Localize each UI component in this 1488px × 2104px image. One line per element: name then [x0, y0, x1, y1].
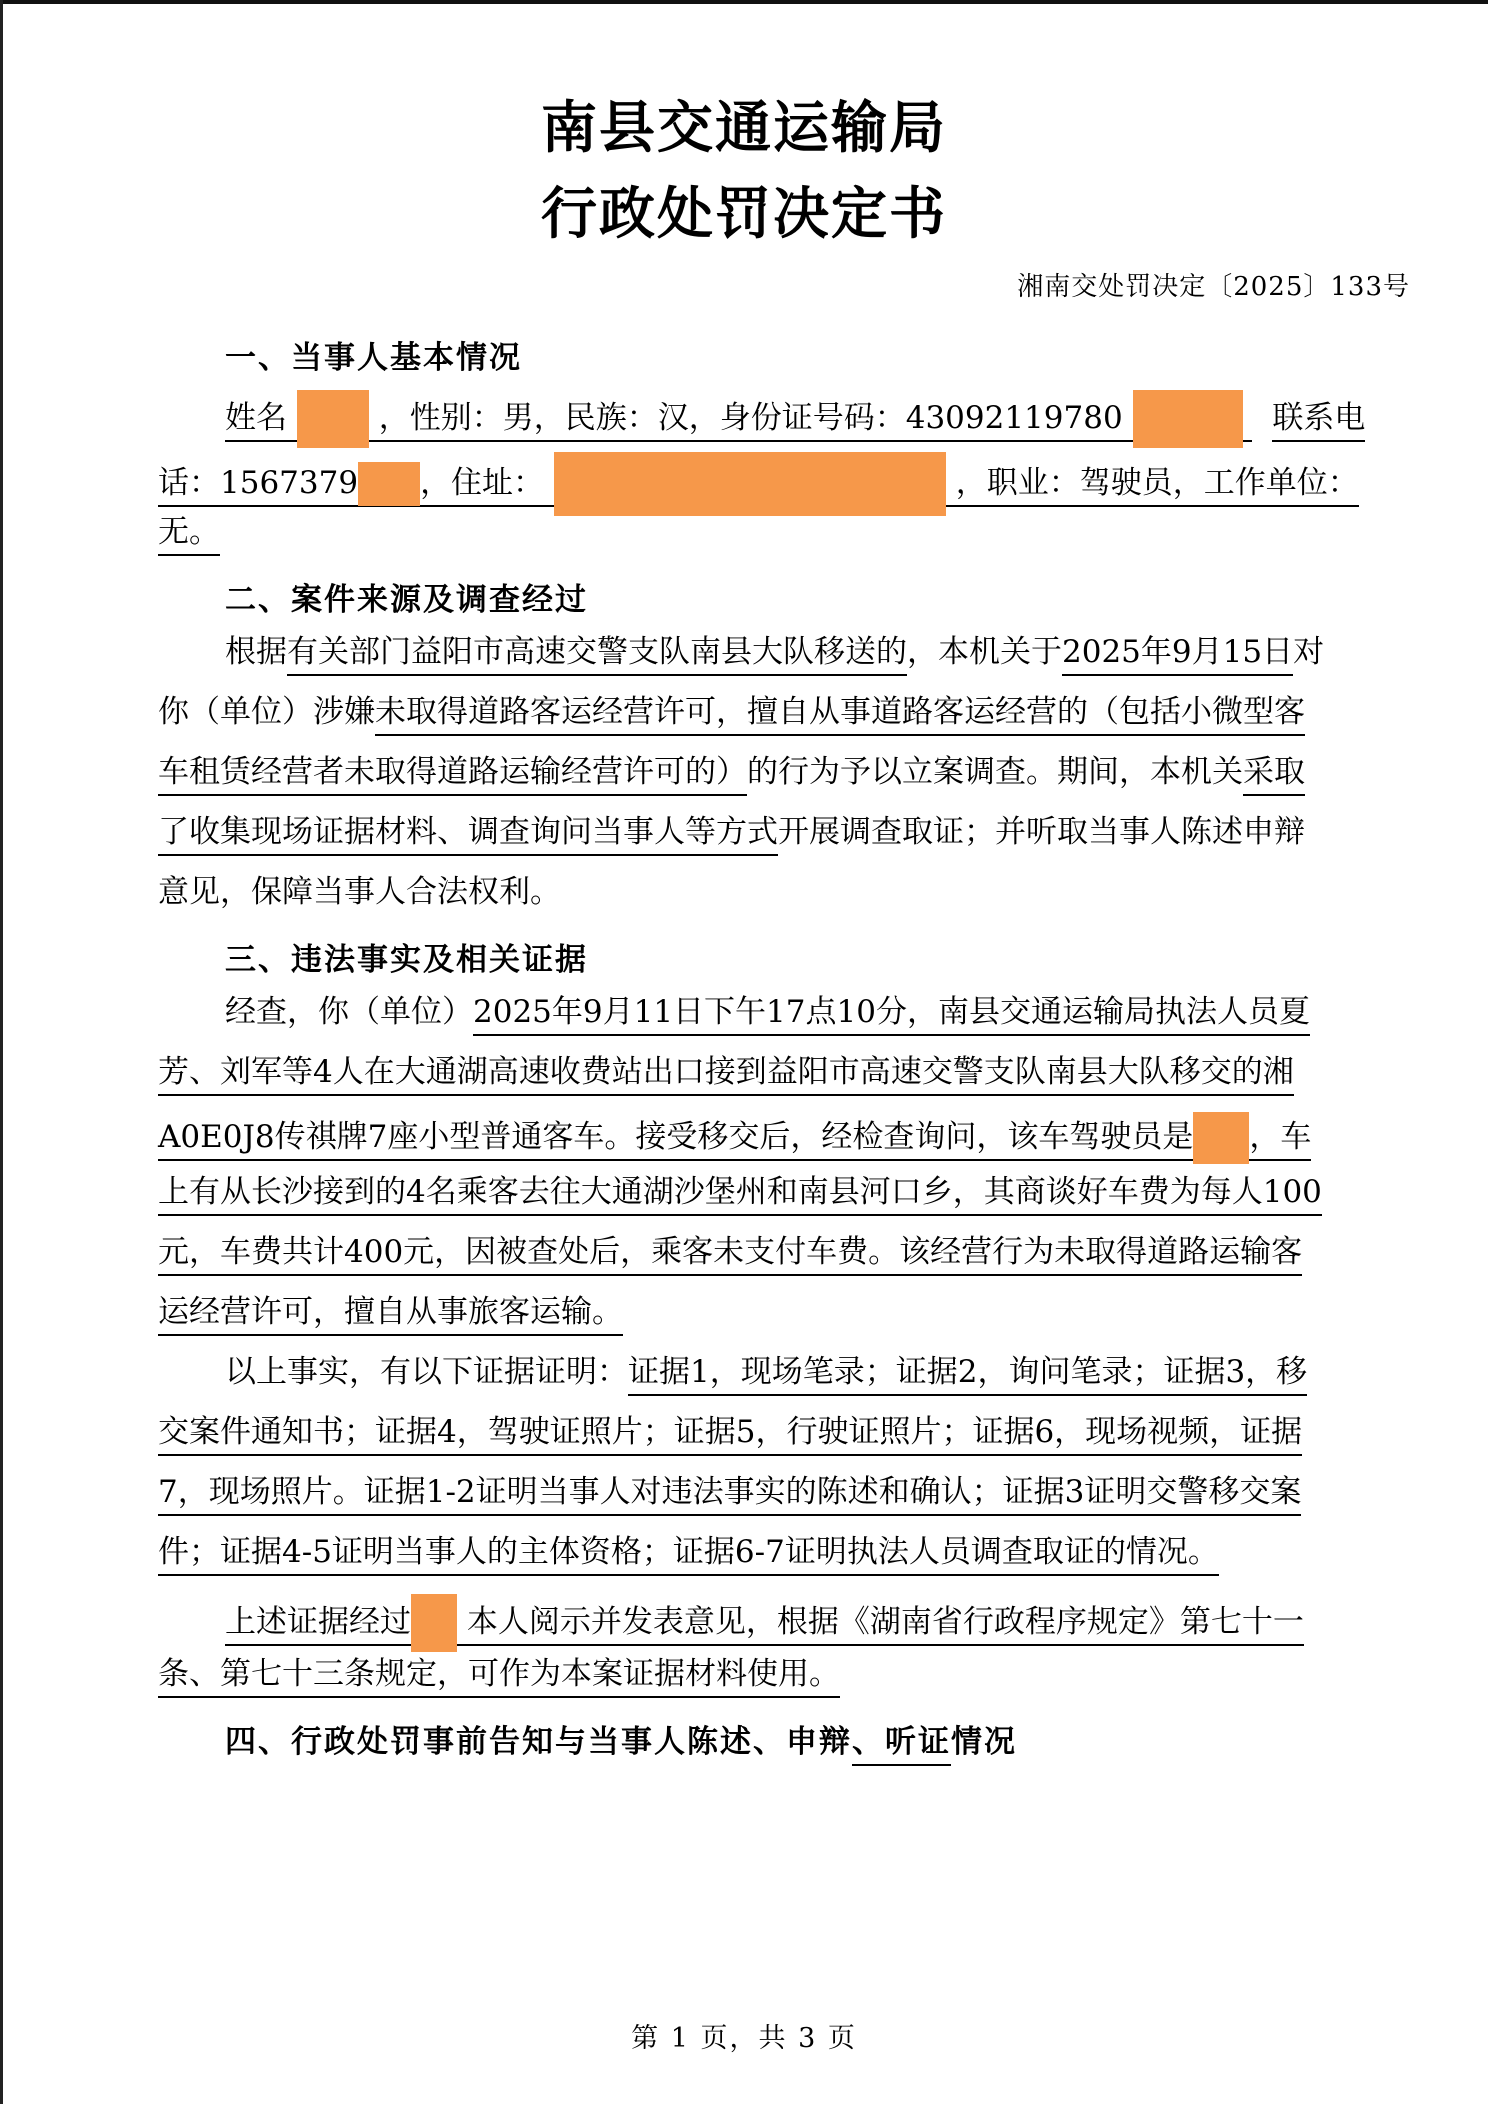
- section2-line5: [158, 872, 561, 912]
- s1-redact-gap2: [1123, 400, 1253, 442]
- s4-heading-a: 四、行政处罚事前告知与当事人陈述、申辩: [225, 1724, 852, 1760]
- section2-heading: 二、案件来源及调查经过: [225, 582, 588, 618]
- section3-line4: [158, 1172, 1322, 1212]
- redacted-driver-name: [1193, 1112, 1249, 1164]
- s3-e1a: 以上事实，有以下证据证明：: [225, 1354, 628, 1390]
- s3-l2: 芳、刘军等4人在大通湖高速收费站出口接到益阳市高速交警支队南县大队移交的湘: [158, 1054, 1294, 1096]
- s2-l2a: 你（单位）涉嫌: [158, 694, 375, 730]
- title-agency: 南县交通运输局: [541, 96, 947, 161]
- s2-l3b: 的行为予以立案调查。期间，本机关: [747, 754, 1243, 790]
- s1-gender-id: ，性别：男，民族：汉，身份证号码：43092119780: [379, 400, 1123, 442]
- s3-l5: 元，车费共计400元，因被查处后，乘客未支付车费。该经营行为未取得道路运输客: [158, 1234, 1302, 1276]
- section3-evidence-line1: [225, 1352, 1307, 1392]
- s1-redact-gap3: [358, 465, 420, 507]
- section3-review-line2: [158, 1654, 840, 1694]
- redacted-reviewer-name: [411, 1594, 457, 1652]
- section3-review-line1: [225, 1594, 1304, 1640]
- section3-evidence-line4: [158, 1532, 1219, 1572]
- section3-evidence-line3: [158, 1472, 1301, 1512]
- page-footer: 第 1 页，共 3 页: [631, 2023, 857, 2054]
- s3-redact-gap2: [411, 1604, 467, 1646]
- s3-p2: 条、第七十三条规定，可作为本案证据材料使用。: [158, 1656, 840, 1698]
- s1-name-label: 姓名: [225, 400, 287, 442]
- s1-redact-gap: [287, 400, 379, 442]
- s2-l1a: 根据: [225, 634, 287, 670]
- section1-line2: [158, 452, 1359, 501]
- section3-line1: [225, 992, 1310, 1032]
- s2-l1c: ，本机关于: [907, 634, 1062, 670]
- s1-phone: 话：1567379: [158, 465, 358, 507]
- document-number: 湘南交处罚决定〔2025〕133号: [1017, 272, 1410, 302]
- s2-date: 2025年9月15日: [1062, 634, 1293, 676]
- s3-p1a: 上述证据经过: [225, 1604, 411, 1646]
- s1-address-label: ，住址：: [420, 465, 544, 507]
- redacted-address: [554, 452, 946, 516]
- section3-line3: [158, 1112, 1312, 1155]
- s2-violation: 未取得道路客运经营许可，擅自从事道路客运经营的（包括小微型客: [375, 694, 1305, 736]
- s1-phone-label: 联系电: [1272, 400, 1365, 442]
- s2-l5: 意见，保障当事人合法权利。: [158, 874, 561, 910]
- s2-l4b: 开展调查取证；并听取当事人陈述申辩: [778, 814, 1305, 850]
- section2-line3: [158, 752, 1305, 792]
- section1-line1: [225, 390, 1366, 436]
- page-left-border: [0, 0, 3, 2104]
- section2-line1: [225, 632, 1324, 672]
- redacted-name: [297, 390, 369, 448]
- page-top-border: [0, 0, 1488, 4]
- s3-p1b: 本人阅示并发表意见，根据《湖南省行政程序规定》第七十一: [467, 1604, 1304, 1646]
- s3-e2: 交案件通知书；证据4，驾驶证照片；证据5，行驶证照片；证据6，现场视频，证据: [158, 1414, 1302, 1456]
- section4-heading: [225, 1716, 1017, 1761]
- s2-violation-cont: 车租赁经营者未取得道路运输经营许可的）: [158, 754, 747, 796]
- s4-heading-b: 、听证: [852, 1724, 951, 1766]
- section3-heading: 三、违法事实及相关证据: [225, 942, 588, 978]
- s2-measures: 了收集现场证据材料、调查询问当事人等方式: [158, 814, 778, 856]
- s3-e1b: 证据1，现场笔录；证据2，询问笔录；证据3，移: [628, 1354, 1307, 1396]
- title-document-type: 行政处罚决定书: [541, 182, 947, 247]
- s2-measure-start: 采取: [1243, 754, 1305, 796]
- s3-l3b: ，车: [1249, 1119, 1311, 1161]
- section2-line2: [158, 692, 1305, 732]
- s3-redact-gap: [1193, 1119, 1249, 1161]
- s3-e4: 件；证据4-5证明当事人的主体资格；证据6-7证明执法人员调查取证的情况。: [158, 1534, 1219, 1576]
- redacted-id-suffix: [1133, 390, 1243, 448]
- section2-line4: [158, 812, 1305, 852]
- s1-redact-gap4: [544, 465, 956, 507]
- s3-e3: 7，现场照片。证据1-2证明当事人对违法事实的陈述和确认；证据3证明交警移交案: [158, 1474, 1301, 1516]
- s4-heading-c: 情况: [951, 1724, 1017, 1760]
- s3-facts-start: 2025年9月11日下午17点10分，南县交通运输局执法人员夏: [473, 994, 1310, 1036]
- s1-occupation: ，职业：驾驶员，工作单位：: [956, 465, 1359, 507]
- section3-line6: [158, 1292, 623, 1332]
- s1-employer: 无。: [158, 514, 220, 556]
- section3-line2: [158, 1052, 1294, 1092]
- s3-l3a: A0E0J8传祺牌7座小型普通客车。接受移交后，经检查询问，该车驾驶员是: [158, 1119, 1193, 1161]
- section3-line5: [158, 1232, 1302, 1272]
- section1-line3: [158, 512, 220, 552]
- s3-l1a: 经查，你（单位）: [225, 994, 473, 1030]
- section1-heading: 一、当事人基本情况: [225, 340, 522, 376]
- s3-l4: 上有从长沙接到的4名乘客去往大通湖沙堡州和南县河口乡，其商谈好车费为每人100: [158, 1174, 1322, 1216]
- s3-l6: 运经营许可，擅自从事旅客运输。: [158, 1294, 623, 1336]
- s2-l1e: 对: [1293, 634, 1325, 670]
- section3-evidence-line2: [158, 1412, 1302, 1452]
- redacted-phone-suffix: [358, 462, 420, 506]
- s2-source: 有关部门益阳市高速交警支队南县大队移送的: [287, 634, 907, 676]
